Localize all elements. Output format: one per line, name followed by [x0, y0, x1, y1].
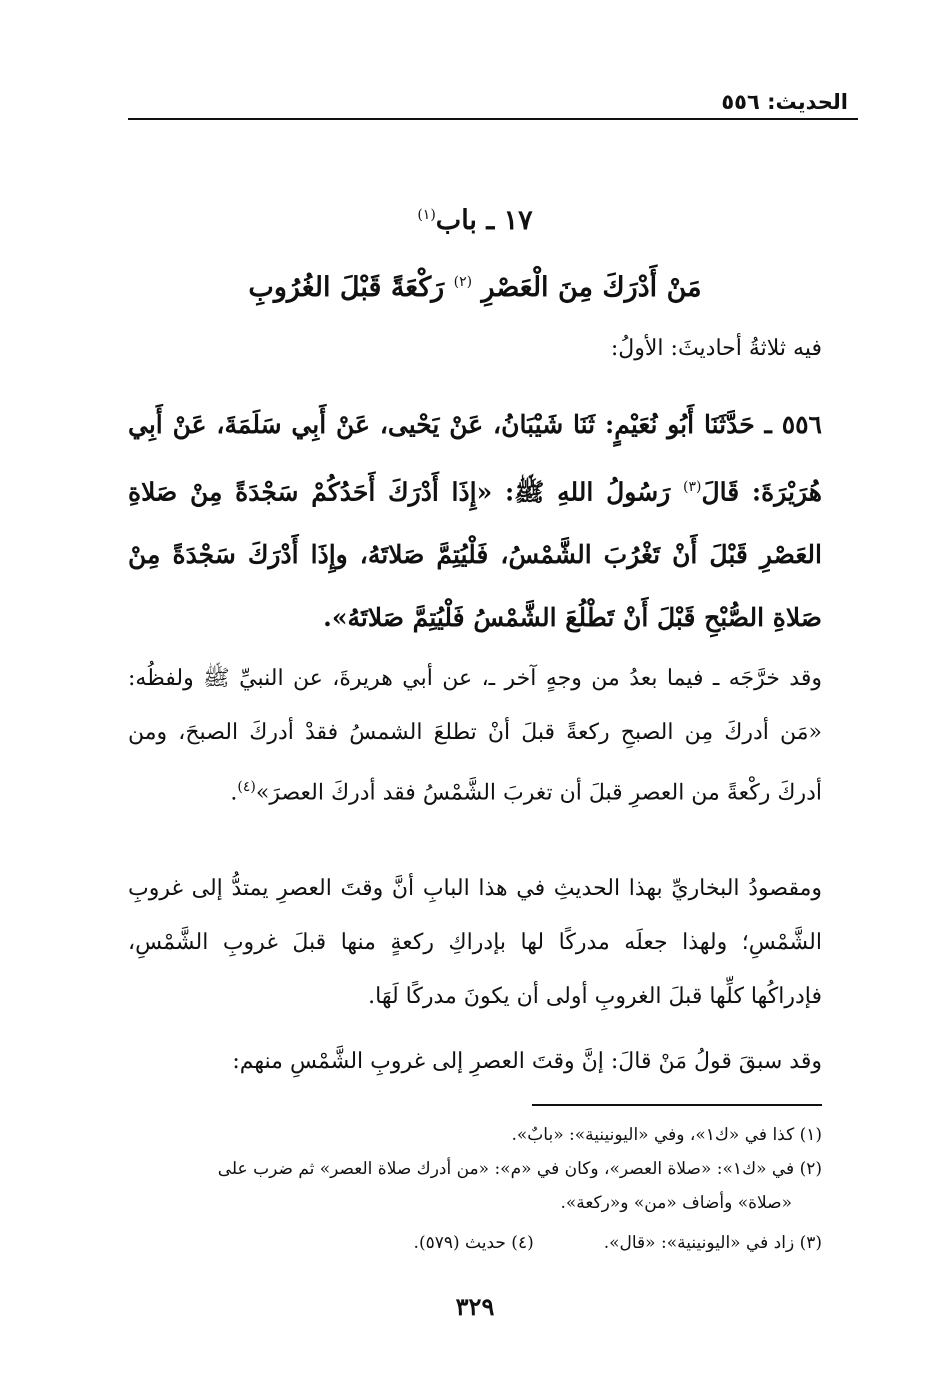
footnote-2: (٢) في «ك١»: «صلاة العصر»، وكان في «م»: «من أدرك صلاة العصر» ثم ضرب على: [217, 1159, 822, 1179]
footnote-row: [128, 1226, 822, 1260]
paragraph-2: ومقصودُ البخاريِّ بهذا الحديثِ في هذا البابِ أنَّ وقتَ العصرِ يمتدُّ إلى غروبِ الشَّمْسِ؛ ولهذا جعلَه مدركًا لها بإدراكِ ركعةٍ منها قبلَ غروبِ الشَّمْسِ، فإدراكُها كلِّها قبلَ الغروبِ أولى أن يكونَ مدركًا لَهَا.: [128, 876, 822, 1009]
footnote-3: (٣) زاد في «اليونينية»: «قال».: [603, 1233, 822, 1253]
chapter-heading-text: ١٧ ـ باب: [435, 205, 533, 236]
hadith-556: [128, 393, 822, 649]
intro-line: فيه ثلاثةُ أحاديثَ: الأولُ:: [610, 336, 822, 361]
footnote-2-continued: «صلاة» وأضاف «من» و«ركعة».: [560, 1193, 792, 1213]
paragraph-1: [128, 652, 822, 820]
footnote-rule: [532, 1104, 822, 1106]
page-number: ٣٢٩: [455, 1292, 495, 1321]
hadith-text-part1: ٥٥٦ ـ حَدَّثَنَا أَبُو نُعَيْمٍ: ثَنَا شَيْبَانُ، عَنْ يَحْيى، عَنْ أَبِي سَلَمَةَ، عَنْ أَبِي هُرَيْرَةَ: قَالَ: [128, 410, 822, 507]
footnote-1: (١) كذا في «ك١»، وفي «اليونينية»: «بابٌ».: [511, 1125, 822, 1145]
footnote-4: (٤) حديث (٥٧٩).: [413, 1233, 534, 1253]
chapter-title: [100, 262, 850, 308]
header-rule: [128, 118, 858, 120]
footnote-ref-4[interactable]: (٤): [237, 779, 256, 795]
paragraph-3: وقد سبقَ قولُ مَنْ قالَ: إنَّ وقتَ العصرِ إلى غروبِ الشَّمْسِ منهم:: [232, 1049, 822, 1074]
footnote-ref-1[interactable]: (١): [417, 207, 436, 223]
footnote-ref-3[interactable]: (٣): [682, 479, 702, 495]
footnotes: [128, 1118, 822, 1260]
running-head: الحديث: ٥٥٦: [721, 90, 848, 114]
footnote-ref-2[interactable]: (٢): [453, 274, 473, 290]
hadith-text-part2: رَسُولُ اللهِ ﷺ: «إِذَا أَدْرَكَ أَحَدُكُمْ سَجْدَةً مِنْ صَلاةِ العَصْرِ قَبْلَ أَنْ تَغْرُبَ الشَّمْسُ، فَلْيُتِمَّ صَلاتَهُ، وإِذَا أَدْرَكَ سَجْدَةً مِنْ صَلاةِ الصُّبْحِ قَبْلَ أَنْ تَطْلُعَ الشَّمْسُ فَلْيُتِمَّ صَلاتَهُ».: [128, 477, 822, 633]
chapter-title-part-b: رَكْعَةً قَبْلَ الغُرُوبِ: [248, 272, 454, 303]
chapter-title-part-a: مَنْ أَدْرَكَ مِنَ الْعَصْرِ: [472, 272, 702, 303]
paragraph-1-end: .: [230, 780, 238, 806]
chapter-heading: [100, 195, 850, 241]
paragraph-1-text: وقد خرَّجَه ـ فيما بعدُ من وجهٍ آخر ـ، عن أبي هريرةَ، عن النبيِّ ﷺ ولفظُه: «مَن أدركَ مِن الصبحِ ركعةً قبلَ أنْ تطلعَ الشمسُ فقدْ أدركَ الصبحَ، ومن أدركَ ركْعةً من العصرِ قبلَ أن تغربَ الشَّمْسُ فقد أدركَ العصرَ»: [128, 666, 822, 806]
